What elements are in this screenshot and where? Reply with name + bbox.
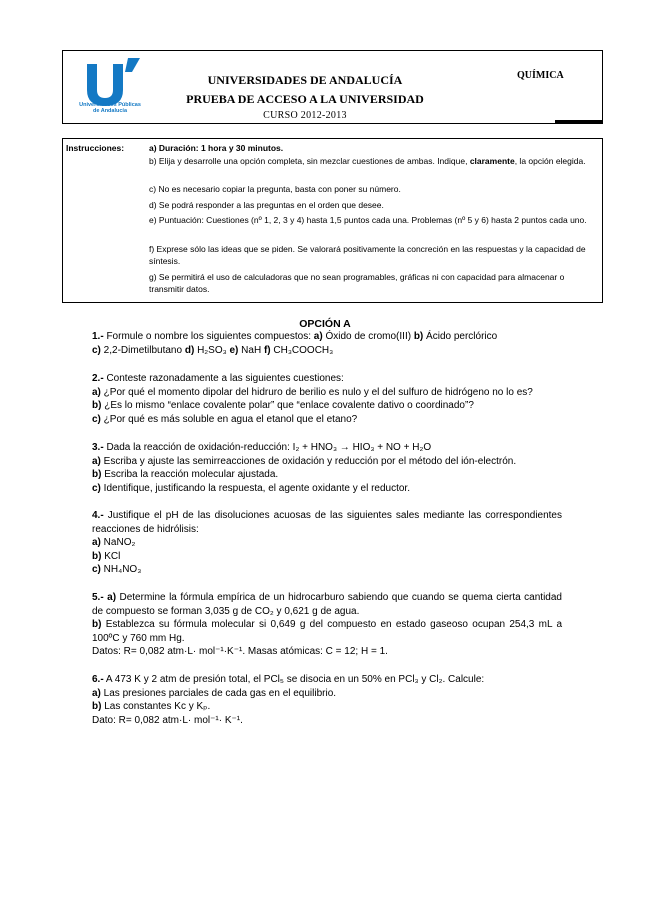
instructions-label: Instrucciones:: [66, 143, 125, 153]
question-2: 2.- Conteste razonadamente a las siguientes cuestiones: a) ¿Por qué el momento dipolar del hidruro de berilio es nulo y el del sulfuro de hidrógeno no lo es? b) ¿Es lo mismo “enlace covalente polar” que “enlace covalente dativo o coordinado”? c) ¿Por qué es más soluble en agua el etanol que el etano?: [92, 373, 533, 425]
question-4: 4.- Justifique el pH de las disoluciones acuosas de las siguientes sales mediante las correspondientes reacciones de hidrólisis: a) NaNO₂ b) KCl c) NH₄NO₃: [92, 510, 562, 576]
instruction-d: d) Se podrá responder a las preguntas en el orden que desee.: [149, 200, 384, 210]
logo-caption: Universidades Públicas de Andalucía: [79, 102, 141, 114]
instruction-e: e) Puntuación: Cuestiones (nº 1, 2, 3 y 4) hasta 1,5 puntos cada una. Problemas (nº 5 y 6) hasta 2 puntos cada uno.: [149, 215, 587, 225]
question-6: 6.- A 473 K y 2 atm de presión total, el PCl₅ se disocia en un 50% en PCl₃ y Cl₂. Calcule: a) Las presiones parciales de cada gas en el equilibrio. b) Las constantes Kᴄ y Kₚ. Dato: R= 0,082 atm·L· mol⁻¹· K⁻¹.: [92, 674, 485, 726]
exam-title: PRUEBA DE ACCESO A LA UNIVERSIDAD: [186, 92, 424, 106]
university-title: UNIVERSIDADES DE ANDALUCÍA: [207, 73, 403, 87]
instruction-a: a) Duración: 1 hora y 30 minutos.: [149, 143, 284, 153]
instruction-g: g) Se permitirá el uso de calculadoras que no sean programables, gráficas ni con capacidad para almacenar o transmitir datos.: [149, 272, 565, 294]
question-3: 3.- Dada la reacción de oxidación-reducción: I₂ + HNO₃ → HIO₃ + NO + H₂O a) Escriba y ajuste las semirreacciones de oxidación y reducción por el método del ión-electrón. b) Escriba la reacción molecular ajustada. c) Identifique, justificando la respuesta, el agente oxidante y el reductor.: [92, 442, 517, 494]
header-frame-accent: [555, 120, 603, 124]
subject-label: QUÍMICA: [517, 70, 564, 81]
course-year: CURSO 2012-2013: [263, 110, 347, 121]
question-1: 1.- Formule o nombre los siguientes compuestos: a) Óxido de cromo(III) b) Ácido perclórico c) 2,2-Dimetilbutano d) H₂SO₃ e) NaH f) CH₃COOCH₃: [92, 331, 498, 356]
instruction-c: c) No es necesario copiar la pregunta, basta con poner su número.: [149, 184, 401, 194]
instruction-b: b) Elija y desarrolle una opción completa, sin mezclar cuestiones de ambas. Indique, claramente, la opción elegida.: [149, 156, 586, 166]
instruction-f: f) Exprese sólo las ideas que se piden. Se valorará positivamente la concreción en las respuestas y la capacidad de síntesis.: [149, 244, 586, 266]
option-title: OPCIÓN A: [299, 318, 351, 330]
question-5: 5.- a) Determine la fórmula empírica de un hidrocarburo sabiendo que cuando se quema cierta cantidad de compuesto se forman 3,035 g de CO₂ y 0,621 g de agua. b) Establezca su fórmula molecular si 0,649 g del compuesto en estado gaseoso ocupan 254,3 mL a 100ºC y 760 mm Hg. Datos: R= 0,082 atm·L· mol⁻¹·K⁻¹. Masas atómicas: C = 12; H = 1.: [92, 592, 562, 658]
